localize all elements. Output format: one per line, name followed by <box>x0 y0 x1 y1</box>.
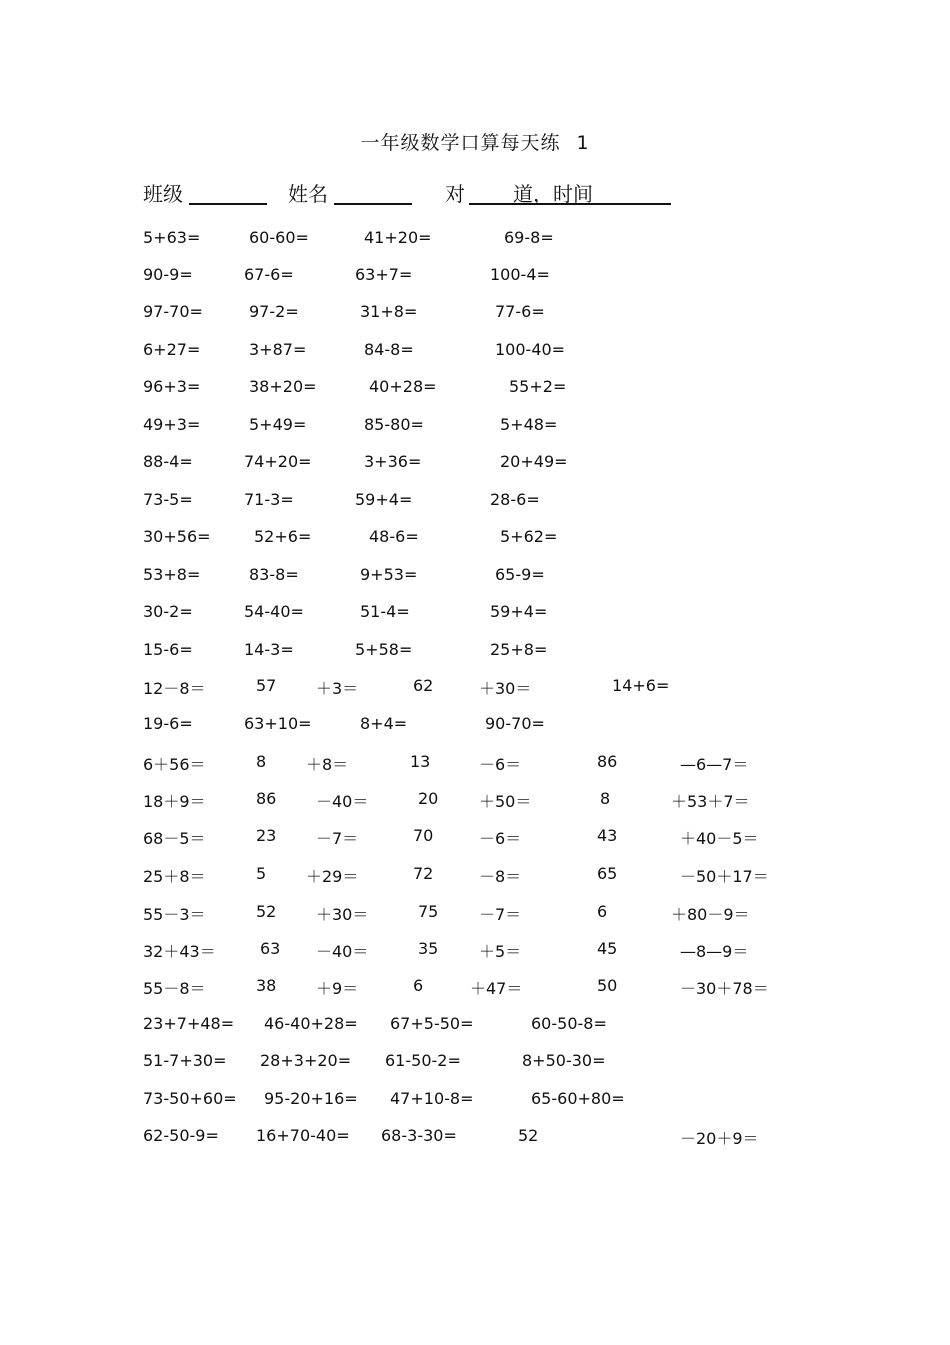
problem-item: 100-40= <box>495 340 566 359</box>
problem-item: 55－3＝ <box>143 905 206 924</box>
problem-row <box>0 228 950 252</box>
problem-item: 54-40= <box>244 602 304 621</box>
problem-item: －7＝ <box>316 829 359 848</box>
problem-row <box>0 490 950 514</box>
problem-item: 55+2= <box>509 377 567 396</box>
problem-item: 6＋56＝ <box>143 755 206 774</box>
problem-item: 23 <box>256 826 277 845</box>
problem-item: 47+10-8= <box>390 1089 474 1108</box>
problem-item: －6＝ <box>479 829 522 848</box>
problem-item: —6—7＝ <box>680 755 749 774</box>
dao-time-label: 道，时间 <box>513 182 593 206</box>
problem-item: 6+27= <box>143 340 201 359</box>
problem-item: 52 <box>518 1126 539 1145</box>
problem-item: 9+53= <box>360 565 418 584</box>
problem-row <box>0 976 950 1000</box>
problem-item: －6＝ <box>479 755 522 774</box>
problem-row <box>0 939 950 963</box>
problem-item: 55－8＝ <box>143 979 206 998</box>
problem-item: 59+4= <box>355 490 413 509</box>
problem-item: 35 <box>418 939 439 958</box>
title-text: 一年级数学口算每天练 <box>360 132 561 154</box>
problem-item: 71-3= <box>244 490 294 509</box>
problem-item: ＋3＝ <box>316 679 359 698</box>
problem-item: 14-3= <box>244 640 294 659</box>
problem-item: 73-50+60= <box>143 1089 237 1108</box>
problem-item: 62-50-9= <box>143 1126 219 1145</box>
correct-label: 对 <box>445 182 465 206</box>
problem-item: 52 <box>256 902 277 921</box>
problem-item: －8＝ <box>479 867 522 886</box>
problem-item: ＋29＝ <box>306 867 359 886</box>
problem-item: ＋40－5＝ <box>680 829 759 848</box>
problem-item: 68-3-30= <box>381 1126 457 1145</box>
problem-item: 40+28= <box>369 377 437 396</box>
problem-item: ＋8＝ <box>306 755 349 774</box>
problem-item: 95-20+16= <box>264 1089 358 1108</box>
problem-item: 97-70= <box>143 302 203 321</box>
problem-row <box>0 640 950 664</box>
problem-row <box>0 1089 950 1113</box>
page-title <box>0 128 950 155</box>
problem-item: 65-9= <box>495 565 545 584</box>
problem-item: 59+4= <box>490 602 548 621</box>
problem-item: 18＋9＝ <box>143 792 206 811</box>
problem-item: 90-9= <box>143 265 193 284</box>
problem-item: 28-6= <box>490 490 540 509</box>
problem-item: 15-6= <box>143 640 193 659</box>
problem-item: 96+3= <box>143 377 201 396</box>
problem-row <box>0 1126 950 1150</box>
problem-row <box>0 565 950 589</box>
problem-item: 13 <box>410 752 431 771</box>
problem-item: －30＋78＝ <box>680 979 769 998</box>
problem-item: 43 <box>597 826 618 845</box>
problem-item: 77-6= <box>495 302 545 321</box>
problem-item: 67-6= <box>244 265 294 284</box>
problem-item: ＋50＝ <box>479 792 532 811</box>
problem-item: 62 <box>413 676 434 695</box>
problem-item: 51-4= <box>360 602 410 621</box>
problem-item: 60-50-8= <box>531 1014 607 1033</box>
problem-item: 48-6= <box>369 527 419 546</box>
problem-row <box>0 340 950 364</box>
problem-item: 100-4= <box>490 265 550 284</box>
problem-row <box>0 377 950 401</box>
problem-item: 8 <box>256 752 267 771</box>
problem-item: ＋9＝ <box>316 979 359 998</box>
problem-item: 63+7= <box>355 265 413 284</box>
problem-row <box>0 265 950 289</box>
problem-item: 74+20= <box>244 452 312 471</box>
problem-item: 67+5-50= <box>390 1014 474 1033</box>
problem-item: 31+8= <box>360 302 418 321</box>
problem-item: 57 <box>256 676 277 695</box>
problem-row <box>0 415 950 439</box>
problem-item: ＋30＝ <box>479 679 532 698</box>
problem-item: 97-2= <box>249 302 299 321</box>
problem-row <box>0 302 950 326</box>
problem-item: 83-8= <box>249 565 299 584</box>
problem-item: 8+50-30= <box>522 1051 606 1070</box>
problem-row <box>0 602 950 626</box>
problem-item: ＋53＋7＝ <box>671 792 750 811</box>
problem-item: 61-50-2= <box>385 1051 461 1070</box>
problem-item: －20＋9＝ <box>680 1129 759 1148</box>
problem-row <box>0 826 950 850</box>
time-blank[interactable] <box>513 203 671 205</box>
problem-item: －40＝ <box>316 942 369 961</box>
name-label: 姓名 <box>288 182 328 206</box>
problem-row <box>0 902 950 926</box>
problem-item: 46-40+28= <box>264 1014 358 1033</box>
problem-item: 73-5= <box>143 490 193 509</box>
problem-item: 25+8= <box>490 640 548 659</box>
problem-item: 84-8= <box>364 340 414 359</box>
problem-item: 51-7+30= <box>143 1051 227 1070</box>
problem-item: 70 <box>413 826 434 845</box>
problem-item: 32＋43＝ <box>143 942 216 961</box>
problem-item: 38+20= <box>249 377 317 396</box>
problem-item: 86 <box>256 789 277 808</box>
problem-item: 30+56= <box>143 527 211 546</box>
problem-item: 5 <box>256 864 267 883</box>
problem-item: 6 <box>413 976 424 995</box>
problem-item: 5+49= <box>249 415 307 434</box>
problem-item: ＋47＝ <box>470 979 523 998</box>
correct-count-blank[interactable] <box>469 203 513 205</box>
problem-item: 20 <box>418 789 439 808</box>
problem-item: 14+6= <box>612 676 670 695</box>
problem-item: 52+6= <box>254 527 312 546</box>
problem-row <box>0 752 950 776</box>
problem-item: 60-60= <box>249 228 309 247</box>
problem-item: 5+58= <box>355 640 413 659</box>
problem-item: 86 <box>597 752 618 771</box>
problem-item: 12－8＝ <box>143 679 206 698</box>
problem-item: 90-70= <box>485 714 545 733</box>
problem-item: 50 <box>597 976 618 995</box>
problem-item: 28+3+20= <box>260 1051 352 1070</box>
problem-item: —8—9＝ <box>680 942 749 961</box>
problem-row <box>0 1014 950 1038</box>
problem-item: 8 <box>600 789 611 808</box>
student-info-header <box>0 178 950 208</box>
problem-item: 20+49= <box>500 452 568 471</box>
problem-item: 23+7+48= <box>143 1014 235 1033</box>
class-blank[interactable] <box>189 203 267 205</box>
problem-item: 30-2= <box>143 602 193 621</box>
problem-item: －7＝ <box>479 905 522 924</box>
problem-item: 3+87= <box>249 340 307 359</box>
problem-item: 5+48= <box>500 415 558 434</box>
problem-item: 25＋8＝ <box>143 867 206 886</box>
problem-item: 5+62= <box>500 527 558 546</box>
problem-row <box>0 676 950 700</box>
problem-row <box>0 864 950 888</box>
problem-item: 85-80= <box>364 415 424 434</box>
problem-item: 88-4= <box>143 452 193 471</box>
problem-item: 72 <box>413 864 434 883</box>
title-number: 1 <box>576 132 590 154</box>
problem-item: ＋30＝ <box>316 905 369 924</box>
problem-item: ＋5＝ <box>479 942 522 961</box>
problem-item: 6 <box>597 902 608 921</box>
problem-item: 41+20= <box>364 228 432 247</box>
problem-row <box>0 714 950 738</box>
problem-row <box>0 1051 950 1075</box>
problem-item: 63+10= <box>244 714 312 733</box>
problem-item: 65-60+80= <box>531 1089 625 1108</box>
problem-item: 63 <box>260 939 281 958</box>
problem-item: 19-6= <box>143 714 193 733</box>
problem-row <box>0 452 950 476</box>
problem-item: 75 <box>418 902 439 921</box>
problem-item: －40＝ <box>316 792 369 811</box>
problem-item: ＋80－9＝ <box>671 905 750 924</box>
name-blank[interactable] <box>334 203 412 205</box>
problem-item: 69-8= <box>504 228 554 247</box>
problem-item: 8+4= <box>360 714 408 733</box>
problem-row <box>0 527 950 551</box>
problem-item: 5+63= <box>143 228 201 247</box>
problem-item: 53+8= <box>143 565 201 584</box>
problem-item: 68－5＝ <box>143 829 206 848</box>
class-label: 班级 <box>143 182 183 206</box>
problem-item: 3+36= <box>364 452 422 471</box>
problem-item: 45 <box>597 939 618 958</box>
problem-item: 65 <box>597 864 618 883</box>
problem-item: 16+70-40= <box>256 1126 350 1145</box>
problem-item: －50＋17＝ <box>680 867 769 886</box>
problem-item: 49+3= <box>143 415 201 434</box>
problem-row <box>0 789 950 813</box>
problem-item: 38 <box>256 976 277 995</box>
